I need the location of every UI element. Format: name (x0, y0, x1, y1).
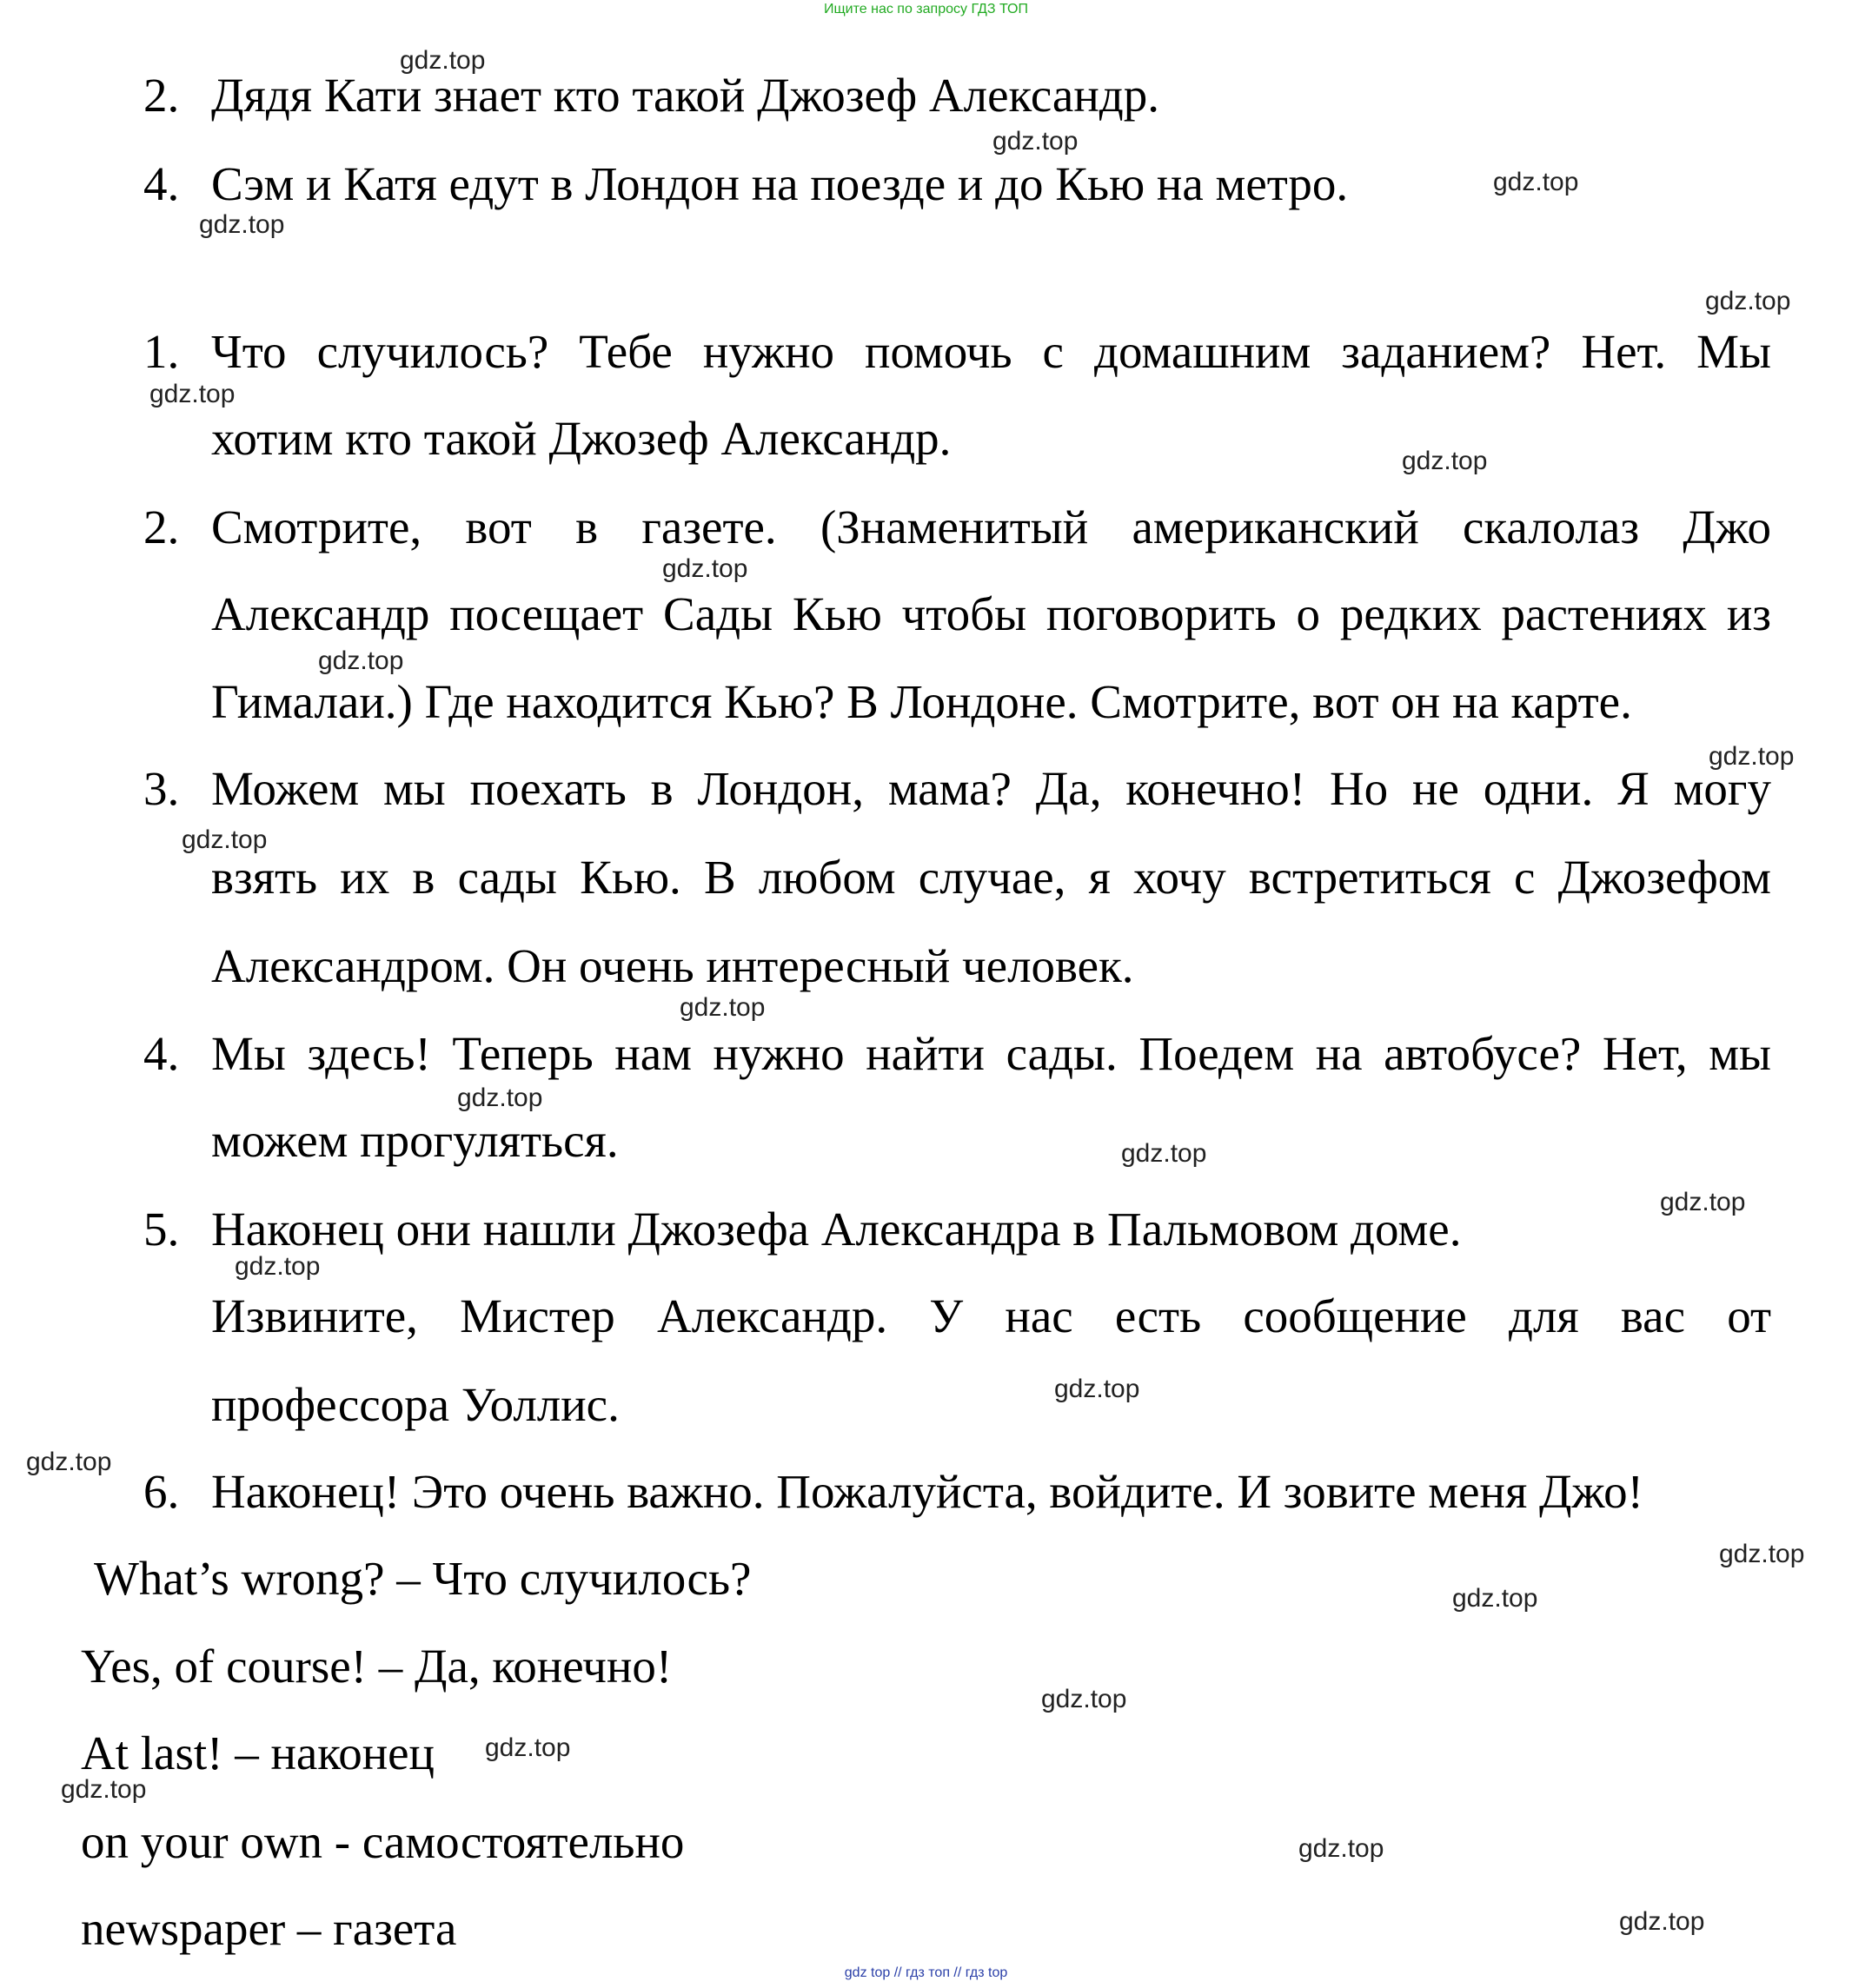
item-number: 2. (143, 69, 180, 122)
glossary-entry: newspaper – газета (81, 1902, 457, 1955)
glossary-entry: Yes, of course! – Да, конечно! (81, 1640, 673, 1693)
top-banner: Ищите нас по запросу ГДЗ ТОП (824, 2, 1028, 17)
item-text: Можем мы поехать в Лондон, мама? Да, конечно! Но не одни. Я могу (211, 762, 1771, 815)
watermark: gdz.top (1493, 168, 1579, 196)
watermark: gdz.top (662, 554, 748, 583)
item-text: можем прогуляться. (211, 1114, 619, 1167)
watermark: gdz.top (149, 380, 236, 408)
watermark: gdz.top (992, 127, 1079, 156)
watermark: gdz.top (1121, 1139, 1207, 1168)
watermark: gdz.top (400, 46, 486, 75)
watermark: gdz.top (26, 1448, 112, 1476)
watermark: gdz.top (680, 993, 766, 1022)
watermark: gdz.top (199, 210, 285, 239)
watermark: gdz.top (1402, 447, 1488, 475)
item-number: 1. (143, 325, 180, 378)
item-text: Александром. Он очень интересный человек. (211, 939, 1134, 992)
item-number: 5. (143, 1203, 180, 1256)
watermark: gdz.top (1041, 1685, 1127, 1713)
watermark: gdz.top (457, 1083, 543, 1112)
item-text: Сэм и Катя едут в Лондон на поезде и до Кью на метро. (211, 157, 1349, 210)
item-number: 4. (143, 1027, 180, 1080)
watermark: gdz.top (1705, 287, 1791, 315)
watermark: gdz.top (1619, 1907, 1705, 1936)
item-text: взять их в сады Кью. В любом случае, я хочу встретиться с Джозефом (211, 851, 1771, 904)
watermark: gdz.top (1719, 1540, 1805, 1568)
watermark: gdz.top (61, 1775, 147, 1804)
item-text: Александр посещает Сады Кью чтобы поговорить о редких растениях из (211, 587, 1771, 640)
watermark: gdz.top (1660, 1188, 1746, 1216)
item-text: Наконец! Это очень важно. Пожалуйста, войдите. И зовите меня Джо! (211, 1465, 1643, 1518)
item-text: Смотрите, вот в газете. (Знаменитый американский скалолаз Джо (211, 500, 1771, 553)
glossary-entry: At last! – наконец (81, 1726, 435, 1779)
watermark: gdz.top (1298, 1834, 1384, 1863)
watermark: gdz.top (485, 1733, 571, 1762)
item-number: 2. (143, 500, 180, 553)
watermark: gdz.top (1054, 1375, 1140, 1403)
glossary-entry: on your own - самостоятельно (81, 1815, 685, 1868)
watermark: gdz.top (1709, 742, 1795, 771)
item-text: Извините, Мистер Александр. У нас есть сообщение для вас от (211, 1289, 1771, 1342)
watermark: gdz.top (182, 825, 268, 854)
item-number: 4. (143, 157, 180, 210)
item-text: Гималаи.) Где находится Кью? В Лондоне. Смотрите, вот он на карте. (211, 675, 1632, 728)
item-text: Мы здесь! Теперь нам нужно найти сады. Поедем на автобусе? Нет, мы (211, 1027, 1771, 1080)
bottom-banner: gdz top // гдз топ // гдз top (844, 1965, 1008, 1980)
item-text: хотим кто такой Джозеф Александр. (211, 412, 952, 465)
item-text: Наконец они нашли Джозефа Александра в Пальмовом доме. (211, 1203, 1462, 1256)
item-text: Что случилось? Тебе нужно помочь с домашним заданием? Нет. Мы (211, 325, 1771, 378)
item-text: Дядя Кати знает кто такой Джозеф Александр. (211, 69, 1160, 122)
watermark: gdz.top (318, 646, 404, 675)
item-number: 6. (143, 1465, 180, 1518)
item-number: 3. (143, 762, 180, 815)
item-text: профессора Уоллис. (211, 1378, 620, 1431)
watermark: gdz.top (235, 1252, 321, 1281)
glossary-entry: What’s wrong? – Что случилось? (94, 1552, 752, 1605)
watermark: gdz.top (1452, 1584, 1538, 1613)
